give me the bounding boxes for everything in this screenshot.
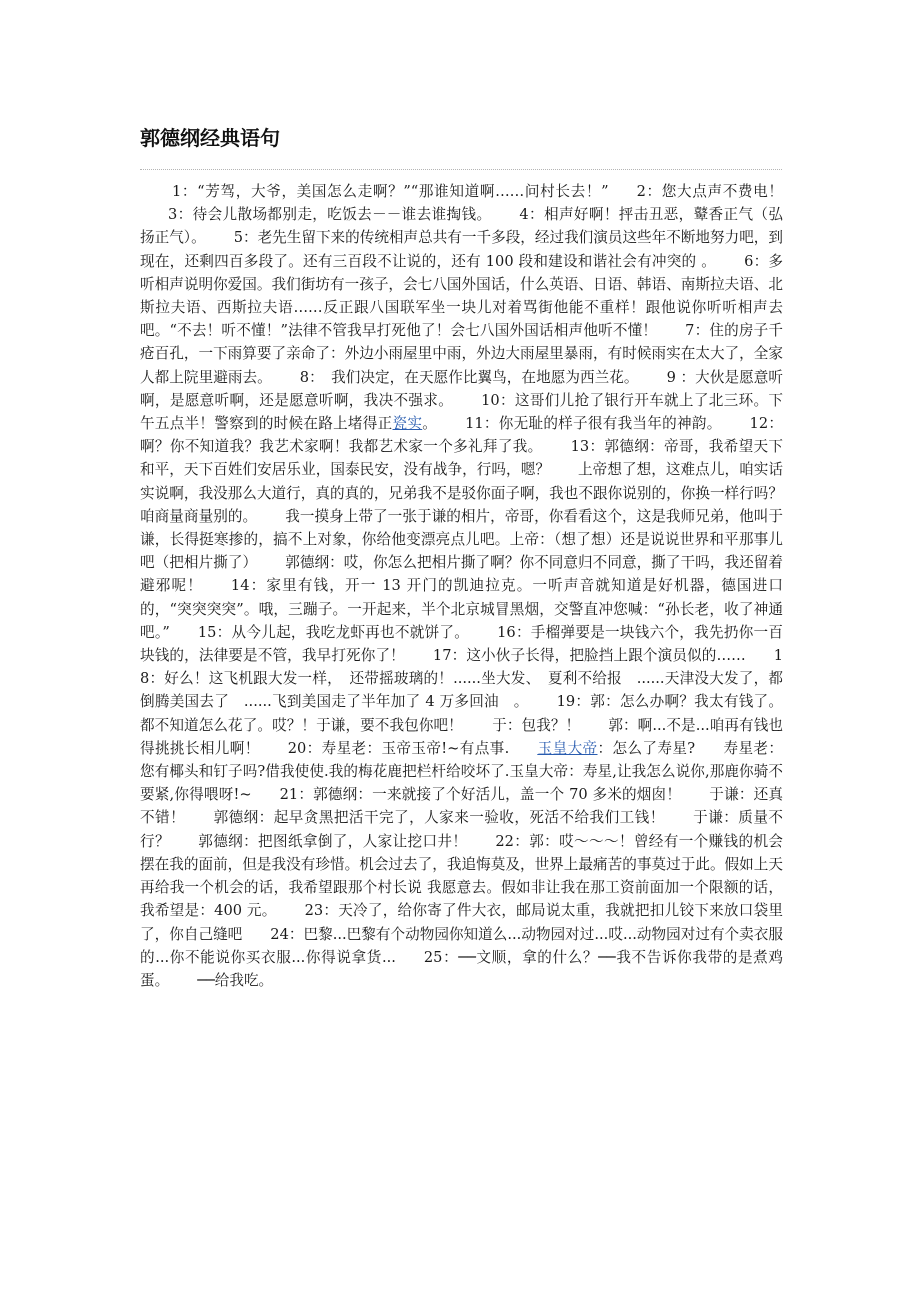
quote-13-d: 郭德纲：哎，你怎么把相片撕了啊？你不同意归不同意，撕了干吗，我还留着避邪呢！ [140,554,783,595]
quote-3: 3：待会儿散场都别走，吃饭去－－谁去谁掏钱。 [168,206,492,224]
quote-22: 22：郭：哎～～～！曾经有一个赚钱的机会摆在我的面前，但是我没有珍惜。机会过去了，我追悔莫及，世界上最痛苦的事莫过于此。假如上天再给我一个机会的话，我希望跟那个村长说 我愿意去。假如非让我在那工资前面加一个限额的话，我希望是：400 元。 [140,832,783,920]
quote-21: 21：郭德纲：一来就接了个好活儿，盖一个 70 多米的烟囱！ [279,786,682,804]
quote-1: 1：“芳驾，大爷，美国怎么走啊？”“那谁知道啊……问村长去！” [172,183,609,200]
quote-24: 24：巴黎...巴黎有个动物园你知道么...动物园对过...哎...动物园对过有个卖衣服的...你不能说你买衣服...你得说拿货... [140,925,783,966]
quote-19-b: 郭：啊...不是...咱再有钱也得挑挑长相儿啊！ [140,716,783,757]
quote-18: 18：好么！这飞机跟大发一样， 还带摇玻璃的！......坐大发、 夏利不给报 ......天津没大发了，都倒腾美国去了 ......飞到美国走了半年加了 4 万多回油 。 [140,647,783,711]
quote-16: 16：手榴弹要是一块钱六个，我先扔你一百块钱的，法律要是不管，我早打死你了！ [140,623,783,665]
quote-20: 20：寿星老：玉帝玉帝!~有点事. [287,739,510,757]
quote-21-b: 于谦：还真不错！ [140,786,783,827]
quote-21-e: 郭德纲：把图纸拿倒了，人家让挖口井！ [197,832,468,850]
quote-17: 17：这小伙子长得，把脸挡上跟个演员似的…… [432,647,746,665]
quote-11: 11：你无耻的样子很有我当年的神韵。 [465,415,722,433]
quote-10: 10：这哥们儿抢了银行开车就上了北三环。下午五点半！警察到的时候在路上堵得正 [140,391,783,433]
quote-13-c: 我一摸身上带了一张于谦的相片，帝哥，你看看这个，这是我师兄弟，他叫于谦，长得挺寒掺的，搞不上对象，你给他变漂亮点儿吧。上帝：（想了想）还是说说世界和平那事儿吧（把相片撕了） [140,507,783,572]
quote-10-end: 。 [422,415,438,433]
quote-21-d: 于谦：质量不行？ [140,809,783,850]
quote-25-b: ──给我吃。 [197,971,274,989]
quote-13: 13：郭德纲：帝哥，我希望天下和平，天下百姓们安居乐业，国泰民安，没有战争，行吗，嗯？ [140,438,783,479]
link-yu-huang[interactable]: 玉皇大帝 [537,739,598,757]
quote-25: 25：──文顺，拿的什么？──我不告诉你我带的是煮鸡蛋。 [140,948,783,989]
link-ci-shi[interactable]: 瓷实 [392,415,423,433]
document-title: 郭德纲经典语句 [140,126,280,150]
quote-20-c: 寿星老：您有椰头和钉子吗?借我使使.我的梅花鹿把栏杆给咬坏了.玉皇大帝：寿星,让我怎么说你,那鹿你骑不要紧,你得喂呀!~ [140,739,783,804]
quote-21-c: 郭德纲：起早贪黑把活干完了，人家来一验收，死活不给我们工钱！ [213,809,665,827]
quote-8: 8： 我们决定，在天愿作比翼鸟，在地愿为西兰花。 [299,368,639,386]
quote-6: 6：多听相声说明你爱国。我们街坊有一孩子，会七八国外国话，什么英语、日语、韩语、南斯拉夫语、北斯拉夫语、西斯拉夫语……反正跟八国联军坐一块儿对着骂街他能不重样！跟他说你听听相声去吧。“不去！听不懂！”法律不管我早打死他了！会七八国外国话相声他听不懂！ [140,252,783,340]
quote-4: 4：相声好啊！抨击丑恶，鼙香正气（弘扬正气）。 [140,206,783,247]
quote-9: 9 ：大伙是愿意听啊，是愿意听啊，还是愿意听啊，我决不强求。 [140,368,783,409]
document-body [140,180,783,992]
quote-2: 2：您大点声不费电！ [636,183,783,200]
quote-7: 7：住的房子千疮百孔，一下雨算要了亲命了：外边小雨屋里中雨，外边大雨屋里暴雨，有时候雨实在太大了，全家人都上院里避雨去。 [140,322,783,386]
quote-19: 19：郭：怎么办啊？我太有钱了。都不知道怎么花了。哎？！于谦，要不我包你吧！ 于：包我？！ [140,693,783,734]
quote-5: 5：老先生留下来的传统相声总共有一千多段，经过我们演员这些年不断地努力吧，到现在，还剩四百多段了。还有三百段不让说的，还有 100 段和建设和谐社会有冲突的 。 [140,229,783,270]
quote-20-b: ：怎么了寿星? [597,739,696,757]
quote-13-b: 上帝想了想，这难点儿，咱实话实说啊，我没那么大道行，真的真的，兄弟我不是驳你面子啊，我也不跟你说别的，你换一样行吗？咱商量商量别的。 [140,461,783,525]
quote-15: 15：从今儿起，我吃龙虾再也不就饼了。 [197,623,470,641]
quote-12: 12：啊？你不知道我？我艺术家啊！我都艺术家一个多礼拜了我。 [140,415,783,456]
quote-23: 23：天冷了，给你寄了件大衣，邮局说太重，我就把扣儿铰下来放口袋里了，你自己缝吧 [140,902,783,943]
title-divider [140,169,782,170]
quote-14: 14：家里有钱，开一 13 开门的凯迪拉克。一听声音就知道是好机器，德国进口的，“突突突突”。哦，三蹦子。一开起来，半个北京城冒黑烟，交警直冲您喊：“孙长老，收了神通吧。” [140,577,783,641]
